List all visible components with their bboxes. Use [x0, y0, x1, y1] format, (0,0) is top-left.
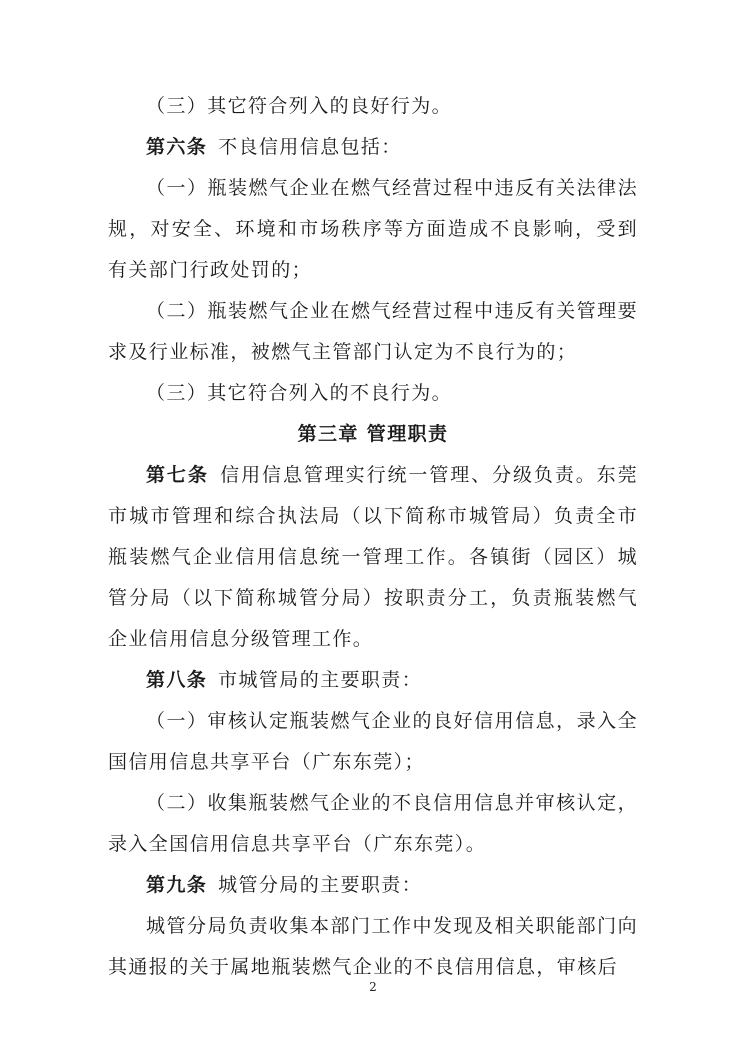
paragraph-text: （三）其它符合列入的不良行为。	[146, 382, 453, 404]
paragraph	[108, 86, 638, 127]
paragraph	[108, 373, 638, 414]
paragraph	[108, 168, 638, 291]
paragraph-text: 不良信用信息包括：	[218, 136, 402, 158]
paragraph	[108, 660, 638, 701]
paragraph	[108, 291, 638, 373]
paragraph-text: （一）瓶装燃气企业在燃气经营过程中违反有关法律法规，对安全、环境和市场秩序等方面造成不良影响，受到有关部门行政处罚的；	[108, 177, 638, 281]
paragraph	[108, 127, 638, 168]
page-number: 2	[369, 980, 377, 994]
document-body	[108, 86, 638, 988]
article-number: 第六条	[146, 136, 208, 158]
paragraph-text: （三）其它符合列入的良好行为。	[146, 95, 453, 117]
paragraph	[108, 906, 638, 988]
paragraph	[108, 455, 638, 660]
article-number: 第九条	[146, 874, 208, 896]
paragraph-text: 城管分局负责收集本部门工作中发现及相关职能部门向其通报的关于属地瓶装燃气企业的不良信用信息，审核后	[108, 915, 638, 978]
paragraph-text: 市城管局的主要职责：	[218, 669, 423, 691]
chapter-heading: 第三章 管理职责	[297, 423, 449, 445]
article-number: 第八条	[146, 669, 208, 691]
paragraph	[108, 783, 638, 865]
paragraph-text: （二）收集瓶装燃气企业的不良信用信息并审核认定，录入全国信用信息共享平台（广东东莞）。	[108, 792, 638, 855]
paragraph-text: 信用信息管理实行统一管理、分级负责。东莞市城市管理和综合执法局（以下简称市城管局）负责全市瓶装燃气企业信用信息统一管理工作。各镇街（园区）城管分局（以下简称城管分局）按职责分工，负责瓶装燃气企业信用信息分级管理工作。	[108, 464, 638, 650]
paragraph-text: （一）审核认定瓶装燃气企业的良好信用信息，录入全国信用信息共享平台（广东东莞）；	[108, 710, 638, 773]
paragraph-text: 城管分局的主要职责：	[218, 874, 423, 896]
article-number: 第七条	[146, 464, 209, 486]
paragraph	[108, 865, 638, 906]
paragraph	[108, 701, 638, 783]
paragraph-text: （二）瓶装燃气企业在燃气经营过程中违反有关管理要求及行业标准，被燃气主管部门认定为不良行为的；	[108, 300, 638, 363]
